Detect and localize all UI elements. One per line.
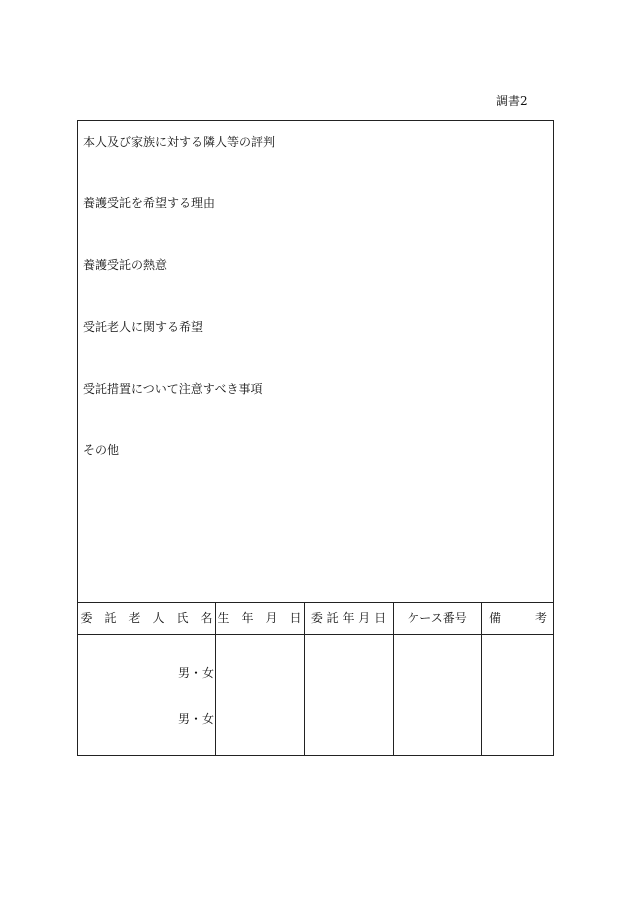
- document-code: 調書2: [496, 94, 528, 108]
- section-label-enthusiasm: 養護受託の熱意: [83, 258, 168, 272]
- header-commission-date: 委 託 年 月 日: [310, 611, 387, 625]
- header-consigned-elder-name: 委 託 老 人 氏 名: [80, 611, 213, 625]
- header-case-number: ケース番号: [407, 611, 467, 625]
- gender-option-row-1: 男・女: [177, 666, 214, 680]
- section-label-other: その他: [83, 443, 120, 457]
- section-label-neighbor-reputation: 本人及び家族に対する隣人等の評判: [83, 135, 276, 149]
- survey-form: [77, 120, 554, 756]
- header-remarks: [481, 602, 554, 634]
- header-remarks-left: 備: [489, 611, 502, 625]
- section-label-notes: 受託措置について注意すべき事項: [83, 382, 263, 396]
- header-birth-date: 生 年 月 日: [217, 611, 302, 625]
- gender-option-row-2: 男・女: [177, 712, 214, 726]
- section-label-preferences: 受託老人に関する希望: [83, 320, 204, 334]
- section-label-reason: 養護受託を希望する理由: [83, 196, 216, 210]
- header-remarks-right: 考: [534, 611, 547, 625]
